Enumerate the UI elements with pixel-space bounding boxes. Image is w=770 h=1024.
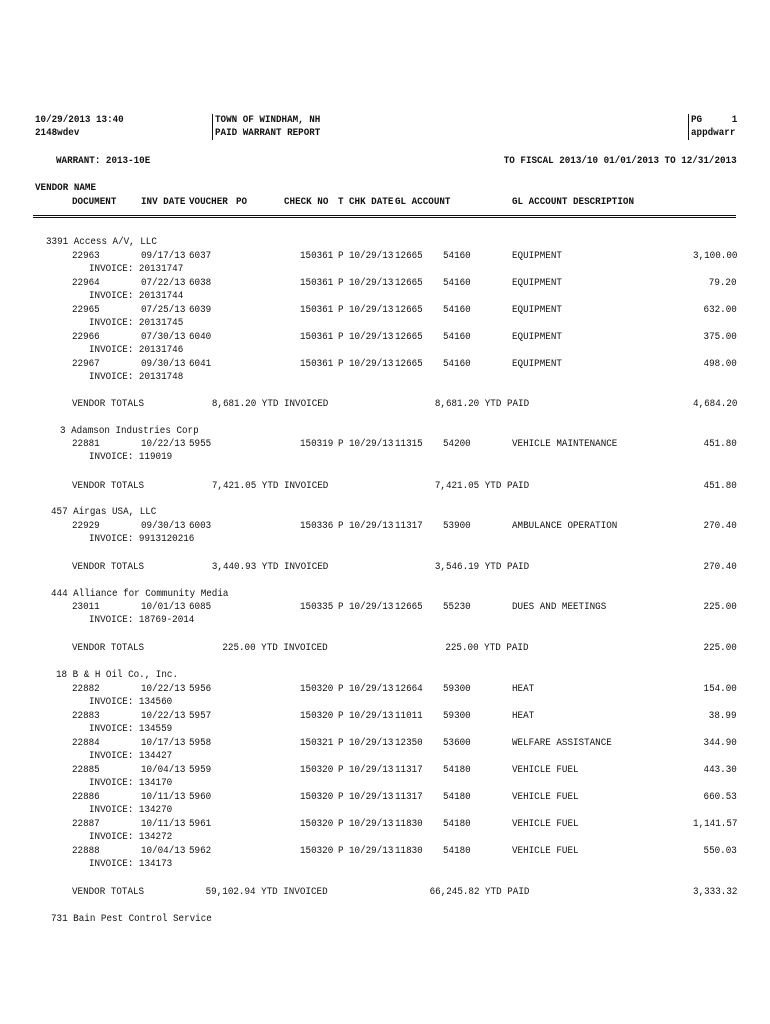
invoice-number: INVOICE: 20131748 bbox=[89, 371, 184, 383]
check-date: 10/29/13 bbox=[349, 438, 394, 450]
voucher: 6085 bbox=[189, 601, 212, 613]
gl-account: 54200 bbox=[443, 438, 471, 450]
check-type: P bbox=[338, 845, 344, 857]
inv-date: 07/30/13 bbox=[141, 331, 186, 343]
doc-number: 22967 bbox=[72, 358, 100, 370]
gl-account: 53900 bbox=[443, 520, 471, 532]
gl-description: EQUIPMENT bbox=[512, 358, 562, 370]
totals-label: VENDOR TOTALS bbox=[72, 561, 145, 573]
amount: 451.80 bbox=[703, 438, 737, 450]
gl-account: 54160 bbox=[443, 331, 471, 343]
col-gl-description: GL ACCOUNT DESCRIPTION bbox=[512, 196, 634, 208]
check-type: P bbox=[338, 791, 344, 803]
inv-date: 10/11/13 bbox=[141, 818, 186, 830]
gl-account: 54180 bbox=[443, 818, 471, 830]
check-date: 10/29/13 bbox=[349, 277, 394, 289]
check-no: 150335 bbox=[300, 601, 334, 613]
check-no: 150361 bbox=[300, 250, 334, 262]
check-no: 150320 bbox=[300, 845, 334, 857]
check-date: 10/29/13 bbox=[349, 737, 394, 749]
amount: 344.90 bbox=[703, 737, 737, 749]
invoice-number: INVOICE: 134272 bbox=[89, 831, 173, 843]
invoice-number: INVOICE: 134560 bbox=[89, 696, 173, 708]
ytd-paid: 8,681.20 YTD PAID bbox=[434, 398, 529, 410]
invoice-number: INVOICE: 119019 bbox=[89, 451, 173, 463]
col-inv-date: INV DATE bbox=[141, 196, 186, 208]
invoice-number: INVOICE: 134170 bbox=[89, 777, 173, 789]
check-no: 150320 bbox=[300, 818, 334, 830]
fiscal-range: TO FISCAL 2013/10 01/01/2013 TO 12/31/2013 bbox=[504, 155, 737, 167]
check-type: P bbox=[338, 764, 344, 776]
invoice-number: INVOICE: 9913120216 bbox=[89, 533, 195, 545]
gl-fund: 12350 bbox=[395, 737, 423, 749]
check-type: P bbox=[338, 710, 344, 722]
amount: 1,141.57 bbox=[692, 818, 737, 830]
check-type: P bbox=[338, 520, 344, 532]
col-vendor-name: VENDOR NAME bbox=[35, 182, 96, 194]
doc-number: 22963 bbox=[72, 250, 100, 262]
vendor-name: 3391 Access A/V, LLC bbox=[46, 236, 157, 248]
amount: 79.20 bbox=[709, 277, 737, 289]
check-type: P bbox=[338, 331, 344, 343]
ytd-invoiced: 225.00 YTD INVOICED bbox=[222, 642, 328, 654]
ytd-paid: 225.00 YTD PAID bbox=[445, 642, 529, 654]
gl-description: EQUIPMENT bbox=[512, 250, 562, 262]
doc-number: 22882 bbox=[72, 683, 100, 695]
gl-description: WELFARE ASSISTANCE bbox=[512, 737, 612, 749]
gl-description: DUES AND MEETINGS bbox=[512, 601, 607, 613]
gl-description: EQUIPMENT bbox=[512, 277, 562, 289]
gl-fund: 11830 bbox=[395, 845, 423, 857]
gl-fund: 11317 bbox=[395, 764, 423, 776]
col-gl-account: GL ACCOUNT bbox=[395, 196, 451, 208]
inv-date: 10/22/13 bbox=[141, 710, 186, 722]
amount: 660.53 bbox=[703, 791, 737, 803]
check-date: 10/29/13 bbox=[349, 764, 394, 776]
doc-number: 22883 bbox=[72, 710, 100, 722]
gl-fund: 11011 bbox=[395, 710, 423, 722]
check-date: 10/29/13 bbox=[349, 845, 394, 857]
gl-fund: 11317 bbox=[395, 791, 423, 803]
check-type: P bbox=[338, 304, 344, 316]
amount: 38.99 bbox=[709, 710, 737, 722]
gl-fund: 11317 bbox=[395, 520, 423, 532]
check-type: P bbox=[338, 358, 344, 370]
doc-number: 22966 bbox=[72, 331, 100, 343]
check-no: 150361 bbox=[300, 331, 334, 343]
inv-date: 10/01/13 bbox=[141, 601, 186, 613]
check-no: 150321 bbox=[300, 737, 334, 749]
voucher: 6041 bbox=[189, 358, 212, 370]
doc-number: 22888 bbox=[72, 845, 100, 857]
doc-number: 22887 bbox=[72, 818, 100, 830]
doc-number: 22886 bbox=[72, 791, 100, 803]
totals-label: VENDOR TOTALS bbox=[72, 398, 145, 410]
inv-date: 09/30/13 bbox=[141, 358, 186, 370]
gl-account: 59300 bbox=[443, 683, 471, 695]
check-type: P bbox=[338, 737, 344, 749]
check-type: P bbox=[338, 601, 344, 613]
check-no: 150320 bbox=[300, 683, 334, 695]
totals-label: VENDOR TOTALS bbox=[72, 480, 145, 492]
gl-account: 54180 bbox=[443, 764, 471, 776]
check-no: 150320 bbox=[300, 791, 334, 803]
check-type: P bbox=[338, 277, 344, 289]
gl-description: EQUIPMENT bbox=[512, 304, 562, 316]
gl-description: EQUIPMENT bbox=[512, 331, 562, 343]
voucher: 6038 bbox=[189, 277, 212, 289]
inv-date: 09/30/13 bbox=[141, 520, 186, 532]
invoice-number: INVOICE: 20131744 bbox=[89, 290, 184, 302]
doc-number: 22929 bbox=[72, 520, 100, 532]
check-date: 10/29/13 bbox=[349, 520, 394, 532]
check-no: 150320 bbox=[300, 764, 334, 776]
page-number: 1 bbox=[731, 114, 737, 126]
program-name: appdwarr bbox=[691, 127, 736, 139]
report-datetime: 10/29/2013 13:40 bbox=[35, 114, 124, 126]
gl-account: 54160 bbox=[443, 358, 471, 370]
header-divider-left bbox=[212, 114, 213, 140]
vendor-total-amount: 3,333.32 bbox=[692, 886, 737, 898]
inv-date: 10/17/13 bbox=[141, 737, 186, 749]
gl-description: AMBULANCE OPERATION bbox=[512, 520, 618, 532]
vendor-name: 444 Alliance for Community Media bbox=[51, 588, 229, 600]
invoice-number: INVOICE: 18769-2014 bbox=[89, 614, 195, 626]
gl-description: VEHICLE MAINTENANCE bbox=[512, 438, 618, 450]
ytd-invoiced: 59,102.94 YTD INVOICED bbox=[206, 886, 328, 898]
inv-date: 09/17/13 bbox=[141, 250, 186, 262]
voucher: 5956 bbox=[189, 683, 212, 695]
gl-description: HEAT bbox=[512, 683, 535, 695]
gl-description: VEHICLE FUEL bbox=[512, 845, 579, 857]
gl-fund: 12665 bbox=[395, 358, 423, 370]
gl-fund: 12665 bbox=[395, 331, 423, 343]
gl-account: 59300 bbox=[443, 710, 471, 722]
check-type: P bbox=[338, 438, 344, 450]
check-date: 10/29/13 bbox=[349, 818, 394, 830]
vendor-total-amount: 451.80 bbox=[703, 480, 737, 492]
doc-number: 22884 bbox=[72, 737, 100, 749]
vendor-name: 731 Bain Pest Control Service bbox=[51, 913, 212, 925]
amount: 225.00 bbox=[703, 601, 737, 613]
inv-date: 07/22/13 bbox=[141, 277, 186, 289]
voucher: 5961 bbox=[189, 818, 212, 830]
check-no: 150361 bbox=[300, 304, 334, 316]
gl-fund: 12665 bbox=[395, 250, 423, 262]
check-date: 10/29/13 bbox=[349, 710, 394, 722]
inv-date: 10/22/13 bbox=[141, 683, 186, 695]
col-check-no: CHECK NO bbox=[284, 196, 329, 208]
amount: 375.00 bbox=[703, 331, 737, 343]
inv-date: 10/11/13 bbox=[141, 791, 186, 803]
gl-description: VEHICLE FUEL bbox=[512, 818, 579, 830]
totals-label: VENDOR TOTALS bbox=[72, 642, 145, 654]
check-no: 150361 bbox=[300, 277, 334, 289]
voucher: 5962 bbox=[189, 845, 212, 857]
gl-account: 55230 bbox=[443, 601, 471, 613]
col-document: DOCUMENT bbox=[72, 196, 117, 208]
doc-number: 22885 bbox=[72, 764, 100, 776]
voucher: 5958 bbox=[189, 737, 212, 749]
gl-account: 54160 bbox=[443, 304, 471, 316]
gl-account: 53600 bbox=[443, 737, 471, 749]
totals-label: VENDOR TOTALS bbox=[72, 886, 145, 898]
ytd-paid: 66,245.82 YTD PAID bbox=[429, 886, 529, 898]
amount: 270.40 bbox=[703, 520, 737, 532]
check-date: 10/29/13 bbox=[349, 250, 394, 262]
inv-date: 10/04/13 bbox=[141, 764, 186, 776]
amount: 154.00 bbox=[703, 683, 737, 695]
check-date: 10/29/13 bbox=[349, 358, 394, 370]
report-user: 2148wdev bbox=[35, 127, 80, 139]
voucher: 6037 bbox=[189, 250, 212, 262]
ytd-invoiced: 7,421.05 YTD INVOICED bbox=[211, 480, 328, 492]
check-date: 10/29/13 bbox=[349, 331, 394, 343]
invoice-number: INVOICE: 20131745 bbox=[89, 317, 184, 329]
gl-fund: 12665 bbox=[395, 304, 423, 316]
amount: 3,100.00 bbox=[692, 250, 737, 262]
gl-description: VEHICLE FUEL bbox=[512, 791, 579, 803]
gl-account: 54180 bbox=[443, 845, 471, 857]
amount: 498.00 bbox=[703, 358, 737, 370]
gl-fund: 11830 bbox=[395, 818, 423, 830]
invoice-number: INVOICE: 20131747 bbox=[89, 263, 184, 275]
invoice-number: INVOICE: 20131746 bbox=[89, 344, 184, 356]
gl-fund: 12665 bbox=[395, 601, 423, 613]
check-date: 10/29/13 bbox=[349, 601, 394, 613]
invoice-number: INVOICE: 134270 bbox=[89, 804, 173, 816]
check-type: P bbox=[338, 683, 344, 695]
voucher: 6039 bbox=[189, 304, 212, 316]
header-rule bbox=[33, 215, 736, 218]
vendor-name: 18 B & H Oil Co., Inc. bbox=[56, 669, 178, 681]
invoice-number: INVOICE: 134173 bbox=[89, 858, 173, 870]
inv-date: 10/04/13 bbox=[141, 845, 186, 857]
check-no: 150319 bbox=[300, 438, 334, 450]
amount: 443.30 bbox=[703, 764, 737, 776]
voucher: 5955 bbox=[189, 438, 212, 450]
doc-number: 22881 bbox=[72, 438, 100, 450]
gl-account: 54160 bbox=[443, 277, 471, 289]
check-no: 150361 bbox=[300, 358, 334, 370]
check-no: 150336 bbox=[300, 520, 334, 532]
gl-fund: 11315 bbox=[395, 438, 423, 450]
voucher: 5959 bbox=[189, 764, 212, 776]
invoice-number: INVOICE: 134559 bbox=[89, 723, 173, 735]
doc-number: 22964 bbox=[72, 277, 100, 289]
check-date: 10/29/13 bbox=[349, 304, 394, 316]
col-type: T bbox=[338, 196, 344, 208]
col-po: PO bbox=[236, 196, 248, 208]
inv-date: 10/22/13 bbox=[141, 438, 186, 450]
warrant-number: WARRANT: 2013-10E bbox=[56, 155, 151, 167]
voucher: 5960 bbox=[189, 791, 212, 803]
header-divider-right bbox=[688, 114, 689, 140]
check-no: 150320 bbox=[300, 710, 334, 722]
voucher: 6003 bbox=[189, 520, 212, 532]
vendor-total-amount: 225.00 bbox=[703, 642, 737, 654]
vendor-total-amount: 4,684.20 bbox=[692, 398, 737, 410]
inv-date: 07/25/13 bbox=[141, 304, 186, 316]
check-date: 10/29/13 bbox=[349, 683, 394, 695]
vendor-name: 457 Airgas USA, LLC bbox=[51, 506, 157, 518]
amount: 632.00 bbox=[703, 304, 737, 316]
col-chk-date: CHK DATE bbox=[349, 196, 394, 208]
gl-account: 54160 bbox=[443, 250, 471, 262]
doc-number: 22965 bbox=[72, 304, 100, 316]
doc-number: 23011 bbox=[72, 601, 100, 613]
check-type: P bbox=[338, 818, 344, 830]
check-type: P bbox=[338, 250, 344, 262]
gl-fund: 12665 bbox=[395, 277, 423, 289]
amount: 550.03 bbox=[703, 845, 737, 857]
ytd-paid: 3,546.19 YTD PAID bbox=[434, 561, 529, 573]
vendor-total-amount: 270.40 bbox=[703, 561, 737, 573]
report-title: PAID WARRANT REPORT bbox=[215, 127, 321, 139]
gl-account: 54180 bbox=[443, 791, 471, 803]
voucher: 5957 bbox=[189, 710, 212, 722]
check-date: 10/29/13 bbox=[349, 791, 394, 803]
gl-fund: 12664 bbox=[395, 683, 423, 695]
gl-description: VEHICLE FUEL bbox=[512, 764, 579, 776]
ytd-invoiced: 3,440.93 YTD INVOICED bbox=[211, 561, 328, 573]
ytd-paid: 7,421.05 YTD PAID bbox=[434, 480, 529, 492]
vendor-name: 3 Adamson Industries Corp bbox=[60, 425, 199, 437]
town-name: TOWN OF WINDHAM, NH bbox=[215, 114, 321, 126]
invoice-number: INVOICE: 134427 bbox=[89, 750, 173, 762]
page-label: PG bbox=[691, 114, 703, 126]
ytd-invoiced: 8,681.20 YTD INVOICED bbox=[211, 398, 328, 410]
voucher: 6040 bbox=[189, 331, 212, 343]
gl-description: HEAT bbox=[512, 710, 535, 722]
col-voucher: VOUCHER bbox=[189, 196, 228, 208]
